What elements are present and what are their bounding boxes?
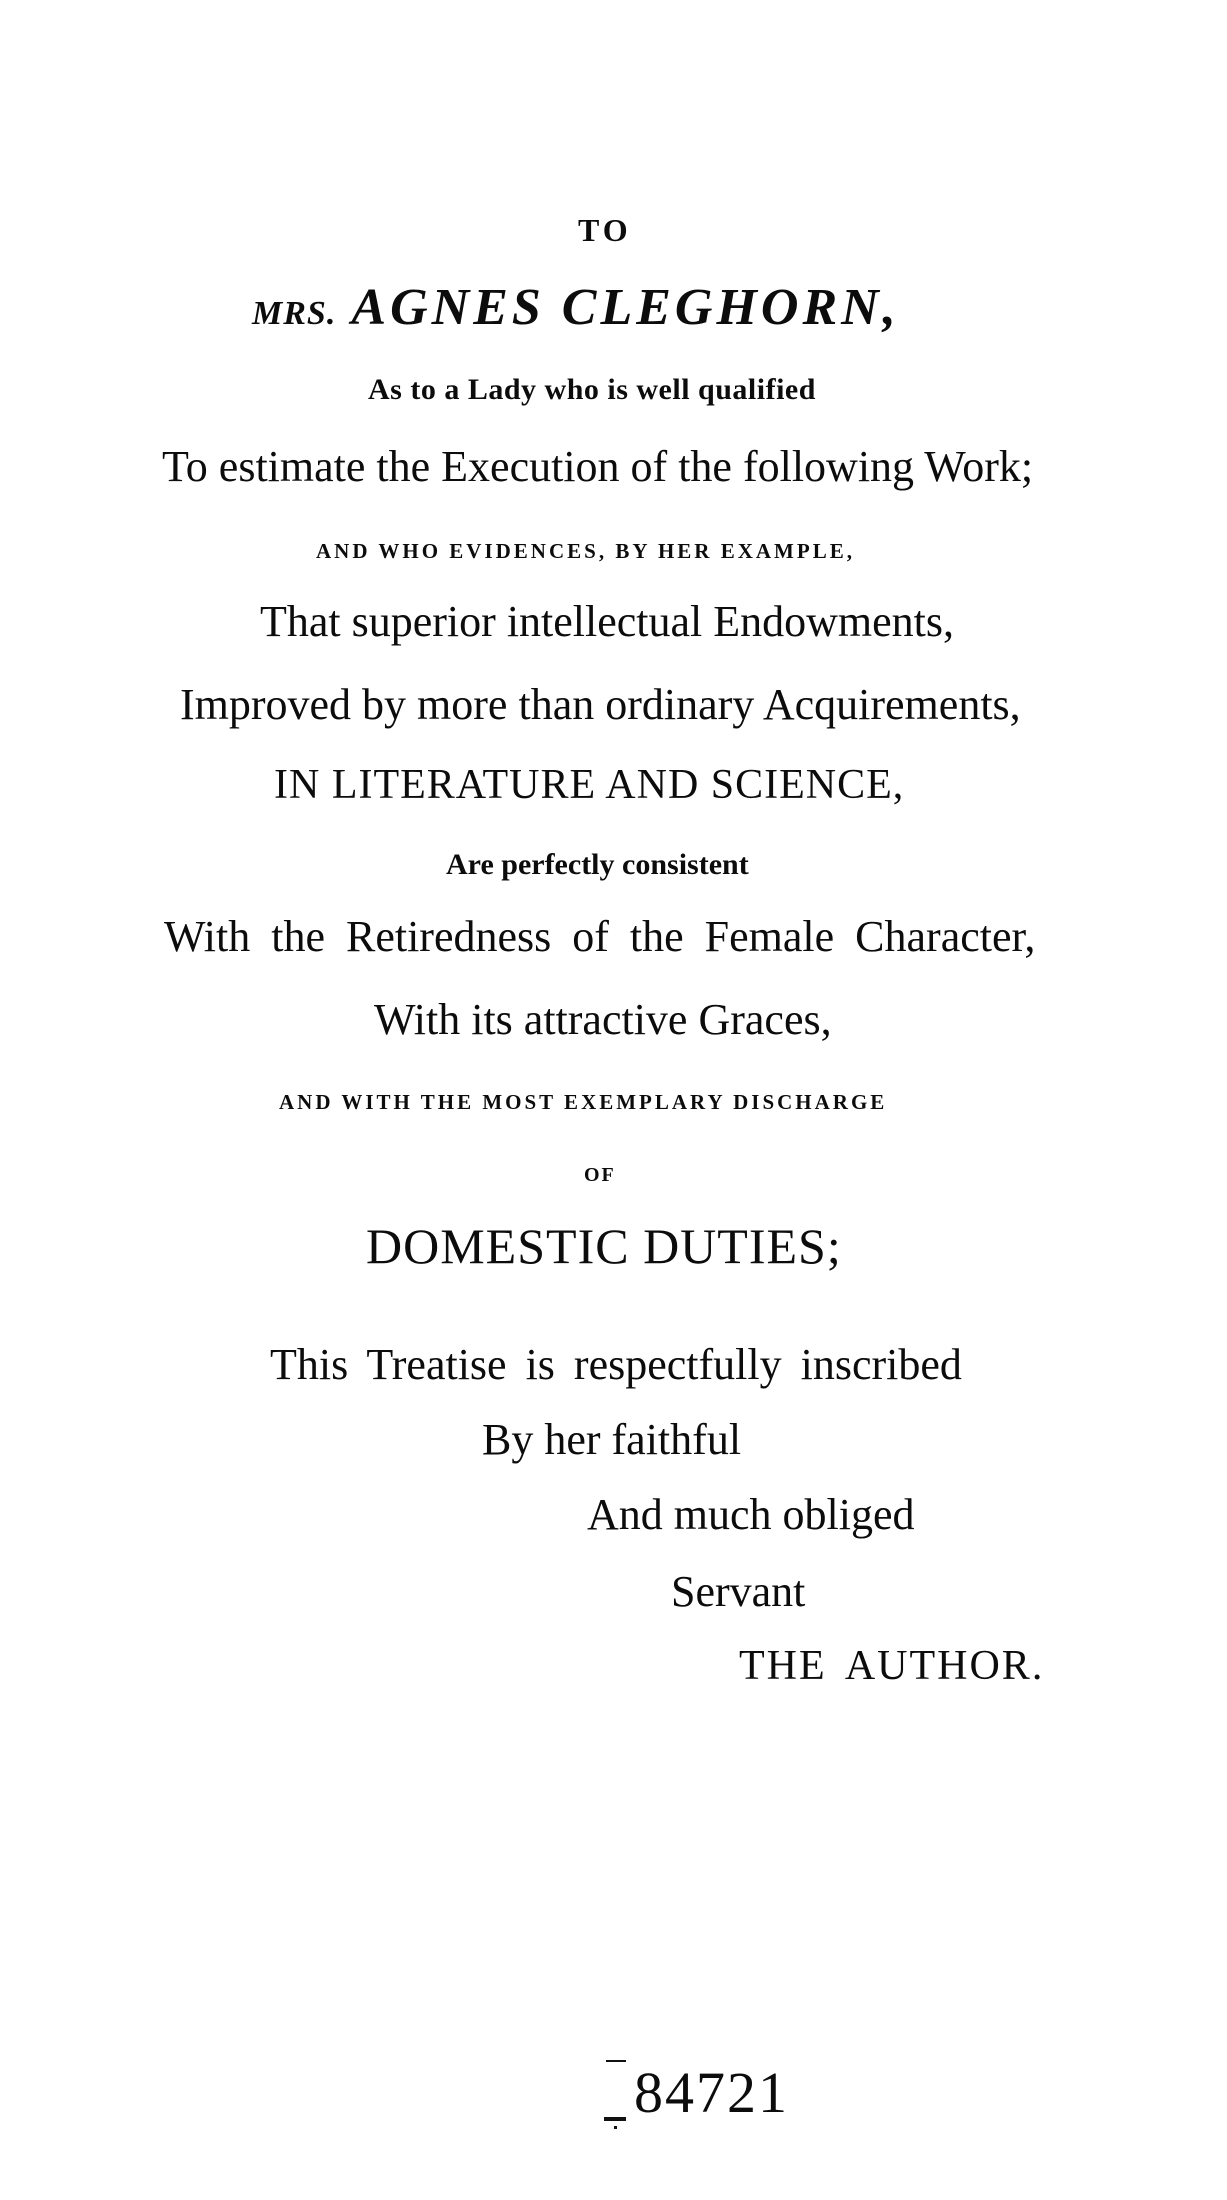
signoff-obliged: And much obliged — [587, 1490, 915, 1539]
dedication-line-estimate: To estimate the Execution of the following Work; — [162, 442, 1034, 491]
dedication-line-discharge: AND WITH THE MOST EXEMPLARY DISCHARGE — [279, 1090, 888, 1114]
signoff-servant: Servant — [671, 1567, 806, 1616]
dedication-line-of: OF — [584, 1164, 616, 1186]
dedicatee-title: MRS. — [252, 295, 337, 332]
stamp-dash-mark — [604, 2117, 626, 2121]
dedication-line-retiredness: With the Retiredness of the Female Character, — [164, 912, 1036, 961]
dedication-line-graces: With its attractive Graces, — [374, 995, 832, 1044]
dedication-line-treatise: This Treatise is respectfully inscribed — [270, 1340, 962, 1389]
dedicatee-name — [252, 279, 900, 336]
library-shelfmark-number: 84721 — [634, 2060, 789, 2125]
dedication-line-literature: IN LITERATURE AND SCIENCE, — [274, 762, 905, 808]
signoff-faithful: By her faithful — [482, 1415, 742, 1464]
stamp-dot-mark — [614, 2126, 617, 2129]
dedication-to: TO — [578, 212, 632, 248]
dedication-line-consistent: Are perfectly consistent — [446, 848, 749, 881]
stamp-dash-mark — [606, 2060, 626, 2062]
dedication-line-domestic-duties: DOMESTIC DUTIES; — [366, 1218, 842, 1274]
dedication-line-endowments: That superior intellectual Endowments, — [260, 597, 955, 646]
signoff-author: THE AUTHOR. — [739, 1643, 1045, 1689]
dedication-line-evidences: AND WHO EVIDENCES, BY HER EXAMPLE, — [316, 539, 855, 563]
dedicatee-full-name: AGNES CLEGHORN, — [351, 279, 900, 336]
dedication-line-lady: As to a Lady who is well qualified — [368, 373, 816, 406]
dedication-line-acquirements: Improved by more than ordinary Acquirements, — [180, 680, 1021, 729]
